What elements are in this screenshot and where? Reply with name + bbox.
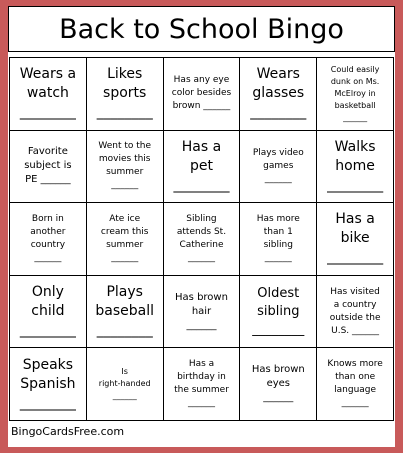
bingo-cell[interactable] [87,58,164,131]
bingo-cell-text: Born in another country ______ [30,213,66,263]
bingo-cell[interactable] [87,203,164,276]
bingo-cell-text: Plays baseball ________ [95,284,154,339]
bingo-cell-text: Has brown eyes ______ [251,364,305,404]
bingo-cell-text: Knows more than one language ______ [327,359,383,409]
bingo-cell-text: Ate ice cream this summer ______ [100,213,149,263]
bingo-cell[interactable] [240,348,317,421]
bingo-cell-text: Only child ________ [19,284,76,339]
bingo-cell[interactable] [317,348,394,421]
bingo-cell[interactable] [317,58,394,131]
bingo-cell[interactable] [240,203,317,276]
bingo-cell-text: Has a pet ________ [173,138,230,193]
bingo-cell-text: Wears a watch ________ [19,66,77,121]
bingo-cell[interactable] [240,131,317,204]
bingo-cell-text: Speaks Spanish ________ [19,356,76,411]
bingo-cell[interactable] [87,348,164,421]
bingo-cell[interactable] [10,58,87,131]
bingo-cell-text: Went to the movies this summer ______ [98,141,152,191]
footer-credit: BingoCardsFree.com [11,425,125,438]
bingo-cell-text: Has visited a country outside the U.S. ______ [329,286,381,336]
bingo-cell[interactable] [10,203,87,276]
bingo-cell-text: Walks home ________ [327,138,384,193]
bingo-cell[interactable] [317,203,394,276]
bingo-cell-text: Oldest sibling ________ [252,285,305,337]
bingo-card [8,6,395,447]
bingo-cell-text: Favorite subject is PE ______ [24,146,72,186]
bingo-cell-text: Has a birthday in the summer ______ [174,359,229,409]
bingo-cell[interactable] [10,131,87,204]
bingo-cell-text: Could easily dunk on Ms. McElroy in basketball ______ [330,64,380,122]
bingo-cell[interactable] [10,276,87,349]
bingo-cell-text: Has brown hair ______ [175,291,228,331]
bingo-cell[interactable] [164,276,241,349]
card-title: Back to School Bingo [8,6,395,52]
bingo-cell-text: Has a bike ________ [327,211,384,266]
bingo-cell-text: Likes sports ________ [96,66,153,121]
bingo-cell-text: Plays video games ______ [252,147,304,184]
bingo-cell-text: Has more than 1 sibling ______ [256,213,300,263]
bingo-cell-text: Wears glasses ________ [250,66,307,121]
bingo-cell[interactable] [317,276,394,349]
bingo-cell[interactable] [164,131,241,204]
bingo-cell-text: Is right-handed ______ [98,367,151,401]
bingo-cell-text: Sibling attends St. Catherine ______ [176,213,227,263]
bingo-cell[interactable] [164,58,241,131]
bingo-cell-text: Has any eye color besides brown ______ [171,75,232,112]
bingo-cell[interactable] [87,131,164,204]
bingo-cell[interactable] [317,131,394,204]
bingo-grid [9,57,394,421]
bingo-cell[interactable] [87,276,164,349]
bingo-cell[interactable] [240,276,317,349]
bingo-cell[interactable] [164,203,241,276]
bingo-cell[interactable] [10,348,87,421]
bingo-cell[interactable] [240,58,317,131]
bingo-cell[interactable] [164,348,241,421]
